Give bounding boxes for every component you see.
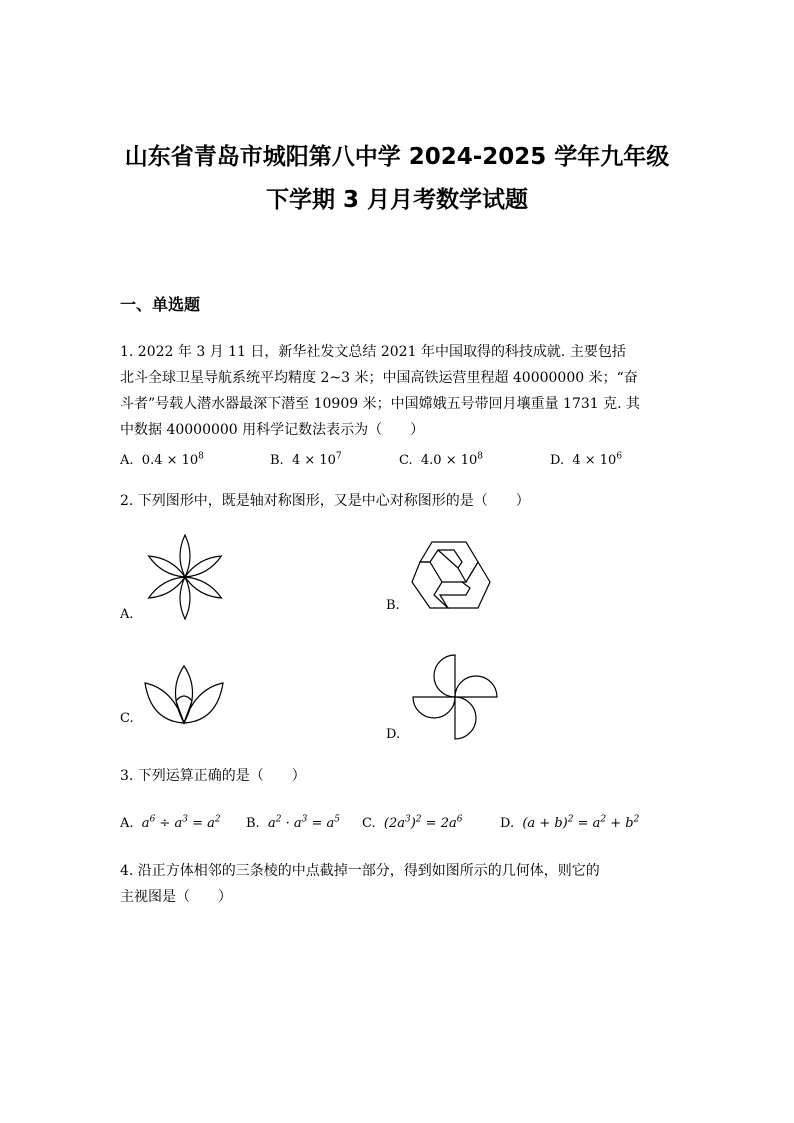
option-value: 0.4 × 10 xyxy=(141,453,199,468)
option-label: D. xyxy=(500,816,515,831)
q1-option-d[interactable] xyxy=(550,451,622,471)
q3-option-a-formula: $a^6 \div a^3 = a^2$ xyxy=(141,814,221,831)
question-4-line: 主视图是（ ） xyxy=(120,889,232,905)
option-exponent: 8 xyxy=(198,451,204,462)
option-label: B. xyxy=(270,453,284,468)
option-label: D. xyxy=(550,453,565,468)
six-petal-flower-figure xyxy=(140,532,230,622)
question-1-line: 中数据 40000000 用科学记数法表示为（ ） xyxy=(120,422,425,438)
q3-option-b[interactable] xyxy=(246,814,340,834)
option-value: 4 × 10 xyxy=(291,453,336,468)
q3-option-d[interactable] xyxy=(500,814,639,834)
q2-option-b-label[interactable]: B. xyxy=(386,598,400,613)
section-heading-single-choice: 一、单选题 xyxy=(120,295,201,314)
question-4-text xyxy=(120,858,700,910)
q2-option-c-label[interactable]: C. xyxy=(120,711,134,726)
pinwheel-semicircles-figure xyxy=(409,651,501,743)
q1-option-a[interactable] xyxy=(120,451,204,471)
option-label: A. xyxy=(120,453,134,468)
q3-option-d-formula: $(a + b)^2 = a^2 + b^2$ xyxy=(522,814,640,831)
exam-title-line2: 下学期 3 月月考数学试题 xyxy=(265,187,529,213)
q2-option-d-label[interactable]: D. xyxy=(386,727,401,742)
hexagon-arrows-figure xyxy=(406,537,496,615)
q3-option-b-formula: $a^2 \cdot a^3 = a^5$ xyxy=(267,814,340,831)
q3-option-a[interactable] xyxy=(120,814,221,834)
option-exponent: 6 xyxy=(616,451,623,462)
exam-title-line1: 山东省青岛市城阳第八中学 2024-2025 学年九年级 xyxy=(124,144,670,170)
option-exponent: 8 xyxy=(477,451,483,462)
question-3-text: 3. 下列运算正确的是（ ） xyxy=(120,768,306,784)
lotus-figure xyxy=(143,663,225,725)
question-1-line: 斗者”号载人潜水器最深下潜至 10909 米；中国嫦娥五号带回月壤重量 1731 克. 其 xyxy=(120,396,641,412)
q1-option-b[interactable] xyxy=(270,451,342,471)
q2-option-a-label[interactable]: A. xyxy=(120,607,134,622)
option-label: B. xyxy=(246,816,260,831)
q3-option-c-formula: $(2a^3)^2 = 2a^6$ xyxy=(383,814,463,831)
option-exponent: 7 xyxy=(335,451,342,462)
option-label: C. xyxy=(362,816,376,831)
q1-option-c[interactable] xyxy=(399,451,483,471)
option-label: C. xyxy=(399,453,413,468)
q3-option-c[interactable] xyxy=(362,814,462,834)
question-1-line: 北斗全球卫星导航系统平均精度 2~3 米；中国高铁运营里程超 40000000 米；“奋 xyxy=(120,370,638,386)
question-1-line: 1. 2022 年 3 月 11 日，新华社发文总结 2021 年中国取得的科技成就. 主要包括 xyxy=(120,344,626,360)
question-1-text xyxy=(120,339,700,443)
option-label: A. xyxy=(120,816,134,831)
option-value: 4.0 × 10 xyxy=(420,453,478,468)
question-4-line: 4. 沿正方体相邻的三条棱的中点截掉一部分，得到如图所示的几何体，则它的 xyxy=(120,863,600,879)
option-value: 4 × 10 xyxy=(572,453,617,468)
question-2-text: 2. 下列图形中，既是轴对称图形，又是中心对称图形的是（ ） xyxy=(120,493,530,509)
